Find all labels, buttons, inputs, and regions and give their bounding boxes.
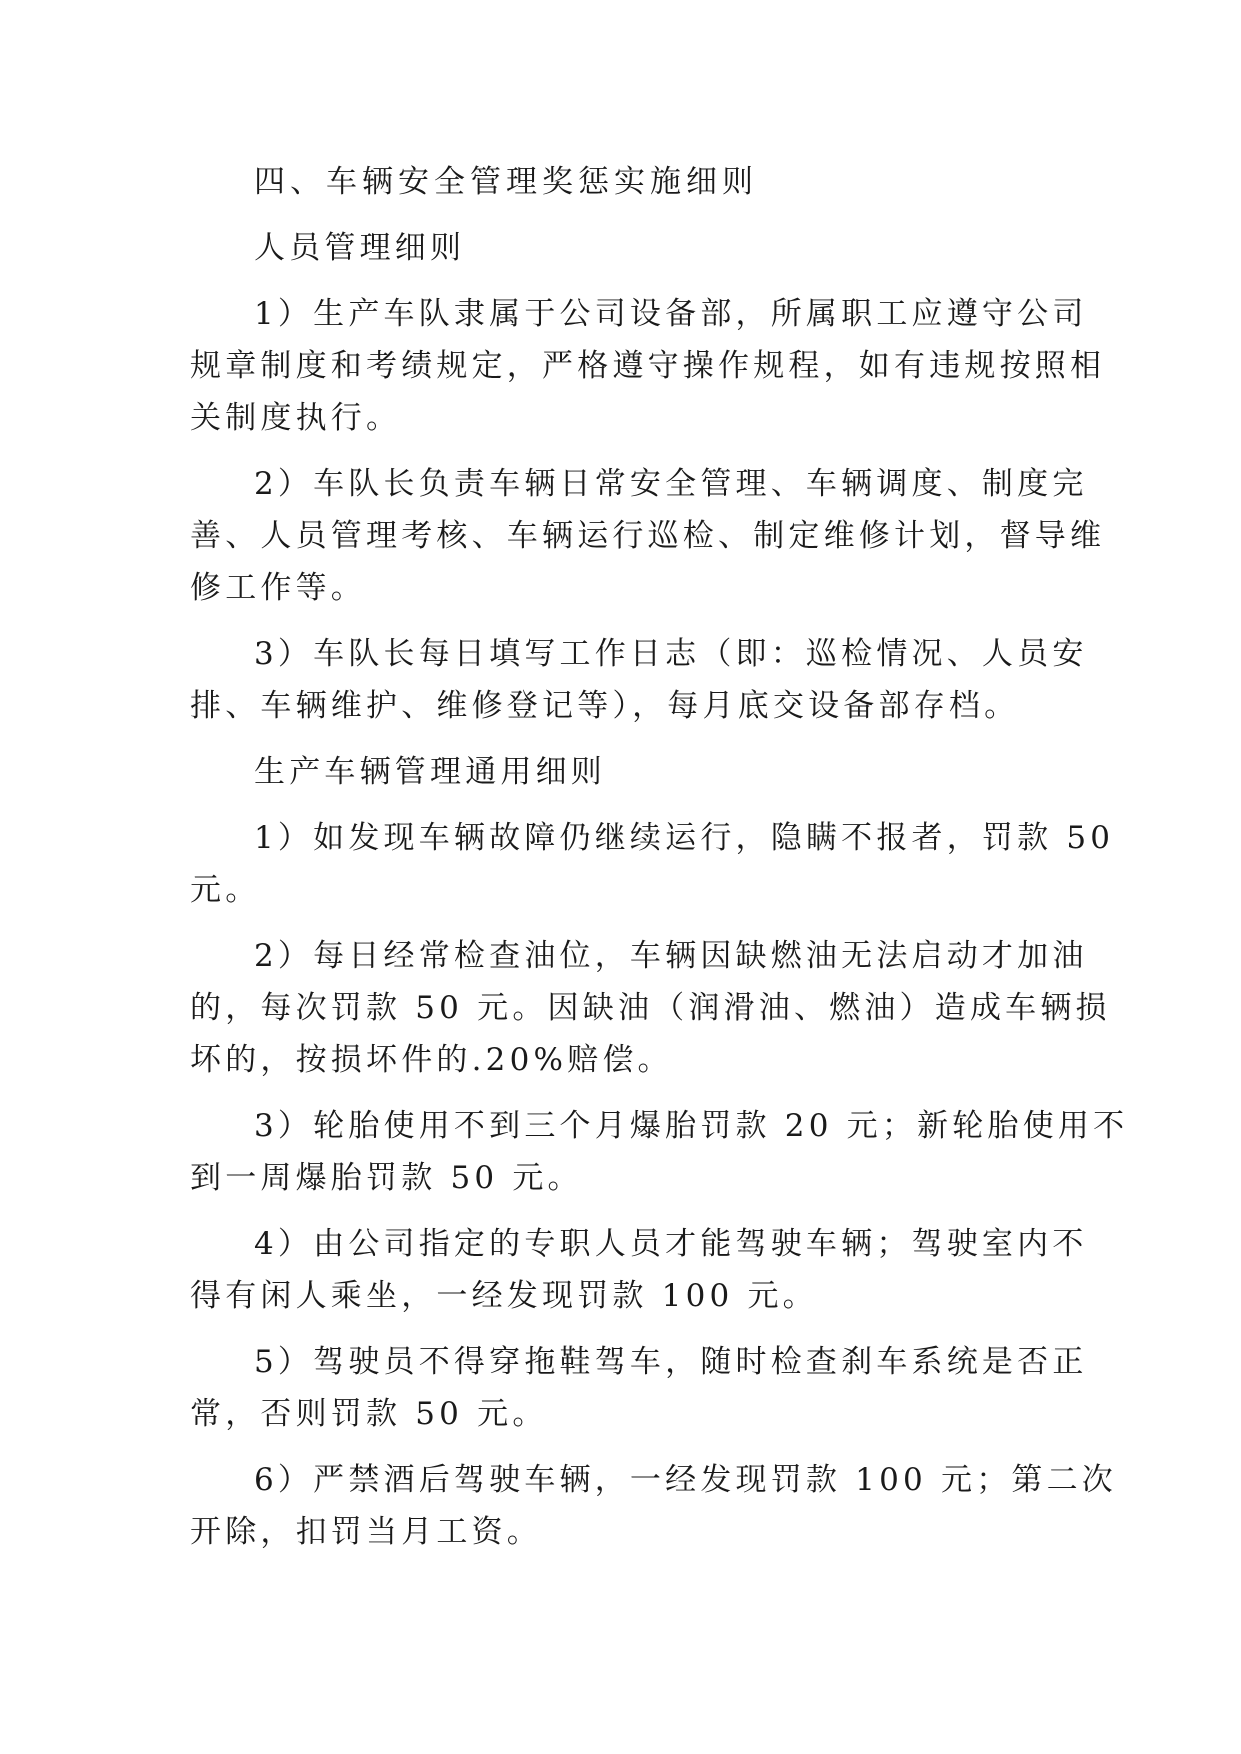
paragraph-line: 排、车辆维护、维修登记等），每月底交设备部存档。	[190, 688, 1020, 724]
paragraph-line: 坏的，按损坏件的.20%赔偿。	[190, 1042, 673, 1078]
paragraph-line: 2）车队长负责车辆日常安全管理、车辆调度、制度完	[254, 466, 1088, 502]
paragraph-line: 关制度执行。	[190, 400, 402, 436]
vehicles-item-6	[190, 1454, 1117, 1558]
vehicles-item-2	[190, 930, 1111, 1086]
vehicles-item-3	[190, 1100, 1129, 1204]
paragraph-line: 开除，扣罚当月工资。	[190, 1514, 542, 1550]
vehicles-item-1	[190, 812, 1115, 916]
paragraph-line: 3）轮胎使用不到三个月爆胎罚款 20 元；新轮胎使用不	[254, 1108, 1129, 1144]
paragraph-line: 到一周爆胎罚款 50 元。	[190, 1160, 583, 1196]
paragraph-line: 4）由公司指定的专职人员才能驾驶车辆；驾驶室内不	[254, 1226, 1088, 1262]
personnel-item-3	[190, 628, 1088, 732]
personnel-item-2	[190, 458, 1106, 614]
section-title: 四、车辆安全管理奖惩实施细则	[254, 164, 758, 200]
paragraph-line: 3）车队长每日填写工作日志（即：巡检情况、人员安	[254, 636, 1088, 672]
paragraph-line: 常，否则罚款 50 元。	[190, 1396, 548, 1432]
vehicles-item-4	[190, 1218, 1088, 1322]
vehicles-item-5	[190, 1336, 1088, 1440]
paragraph-line: 2）每日经常检查油位，车辆因缺燃油无法启动才加油	[254, 938, 1088, 974]
personnel-item-1	[190, 288, 1106, 444]
paragraph-line: 修工作等。	[190, 570, 366, 606]
document-body	[190, 156, 1129, 1558]
paragraph-line: 1）如发现车辆故障仍继续运行，隐瞒不报者，罚款 50	[254, 820, 1115, 856]
paragraph-line: 元。	[190, 872, 261, 908]
paragraph-line: 5）驾驶员不得穿拖鞋驾车，随时检查刹车系统是否正	[254, 1344, 1088, 1380]
paragraph-line: 1）生产车队隶属于公司设备部，所属职工应遵守公司	[254, 296, 1088, 332]
paragraph-line: 规章制度和考绩规定，严格遵守操作规程，如有违规按照相	[190, 348, 1106, 384]
paragraph-line: 得有闲人乘坐，一经发现罚款 100 元。	[190, 1278, 818, 1314]
paragraph-line: 的，每次罚款 50 元。因缺油（润滑油、燃油）造成车辆损	[190, 990, 1111, 1026]
paragraph-line: 善、人员管理考核、车辆运行巡检、制定维修计划，督导维	[190, 518, 1106, 554]
personnel-heading: 人员管理细则	[254, 230, 466, 266]
paragraph-line: 6）严禁酒后驾驶车辆，一经发现罚款 100 元；第二次	[254, 1462, 1117, 1498]
vehicles-heading: 生产车辆管理通用细则	[254, 754, 606, 790]
